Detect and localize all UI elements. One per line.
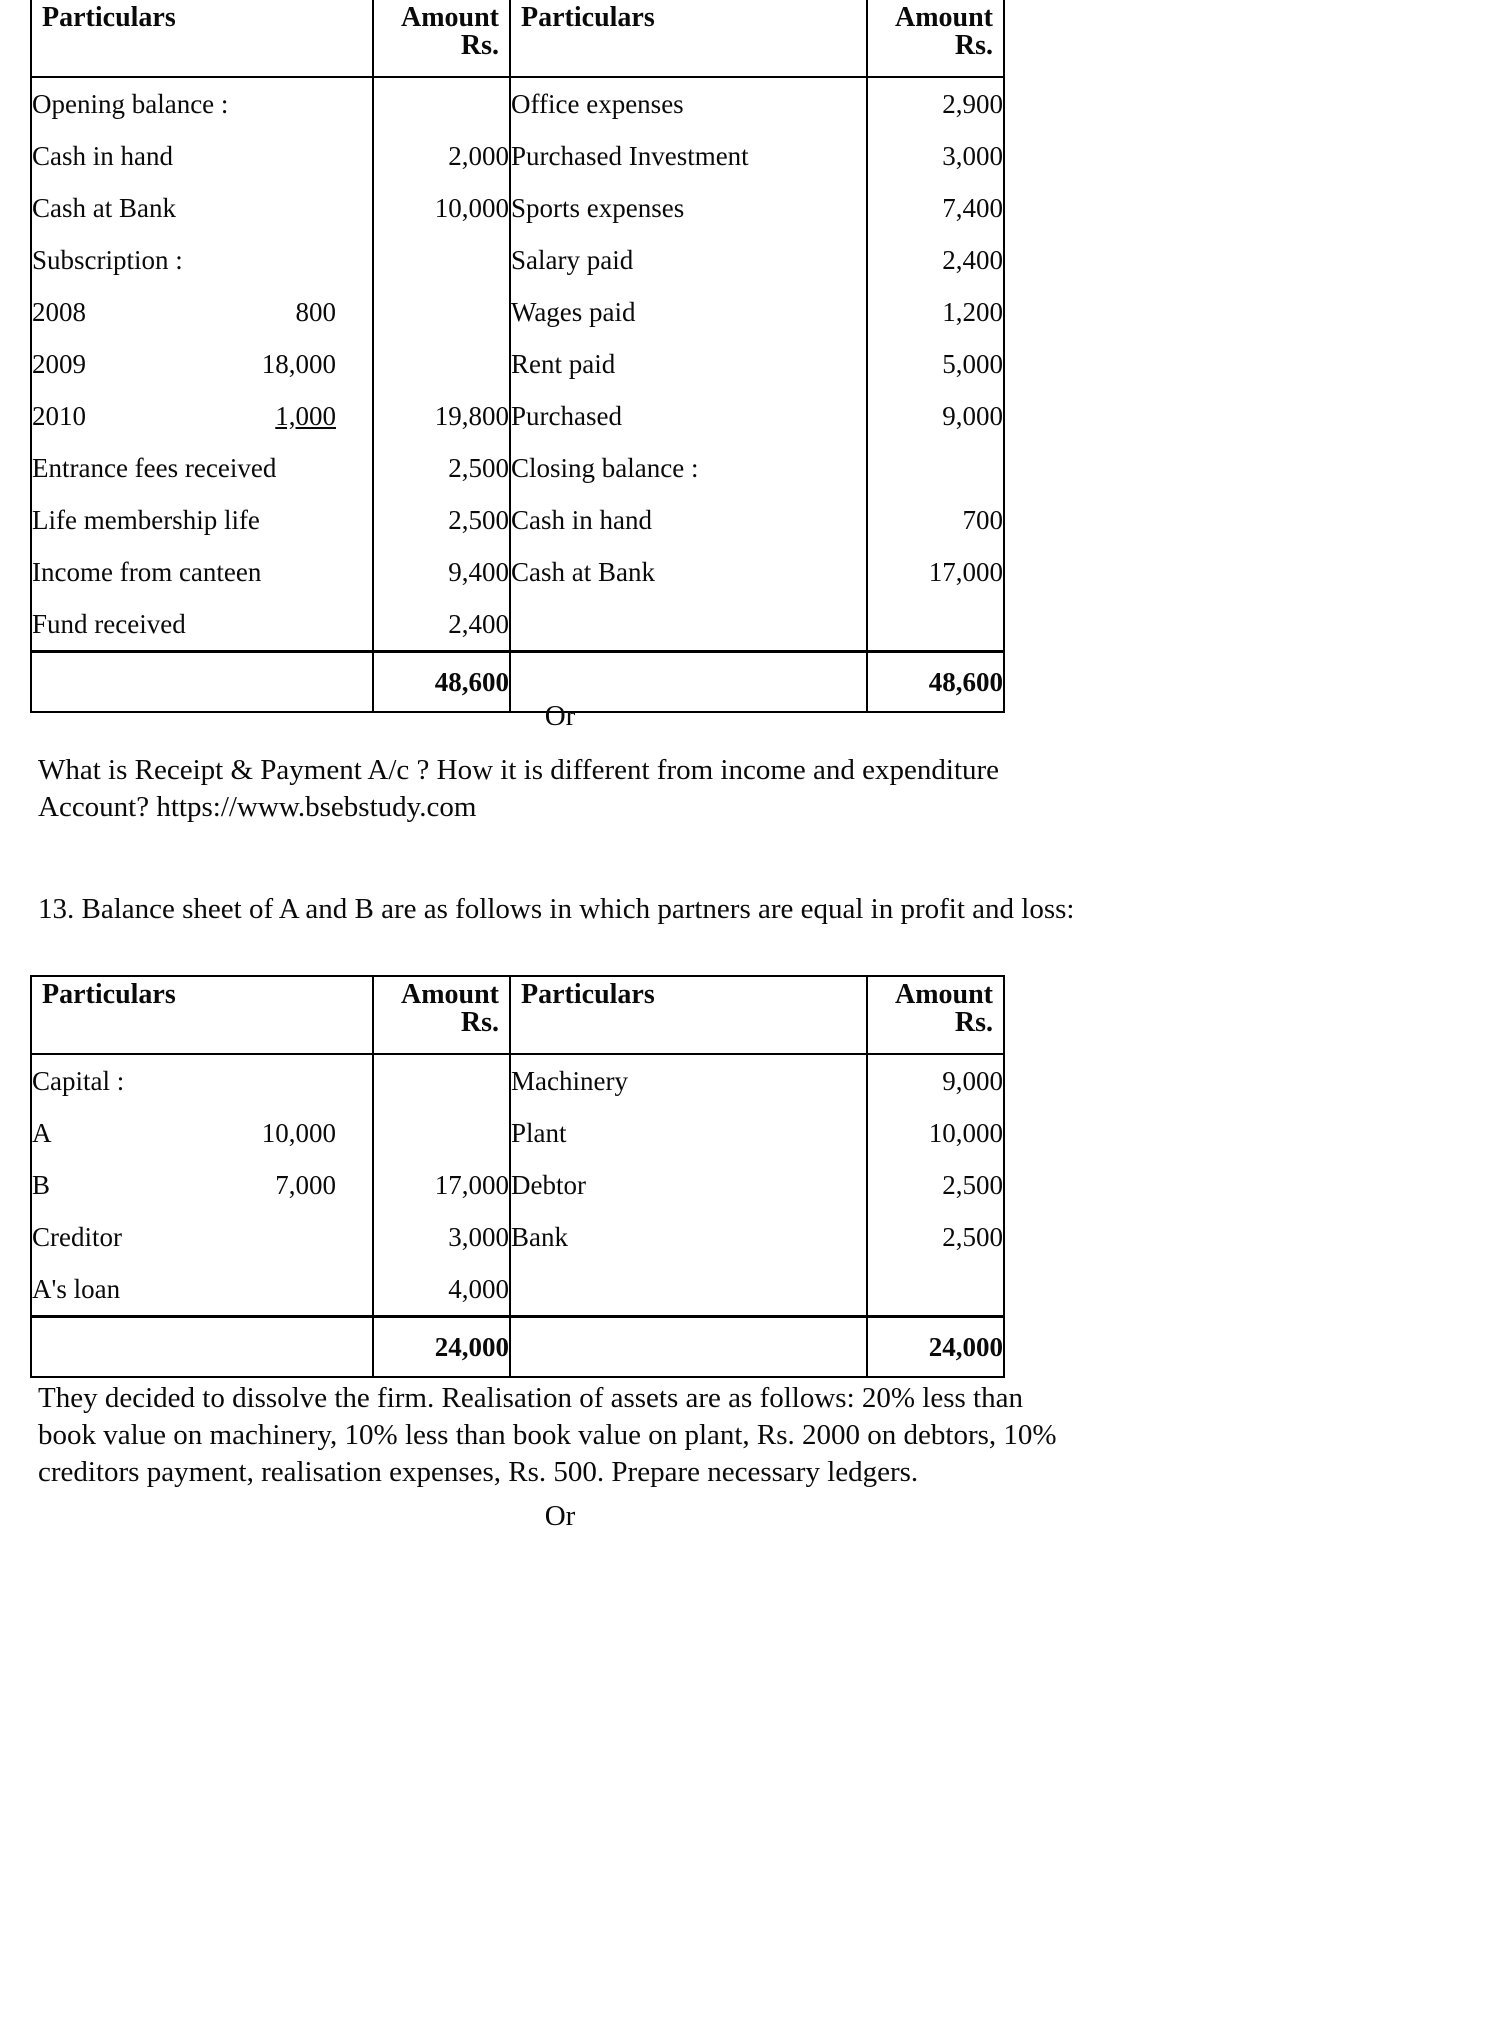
table1-right-amount-list	[868, 78, 1003, 650]
ledger-left-row-amount: 17,000	[434, 1170, 509, 1200]
table2-header-row	[31, 976, 1004, 1054]
ledger-right-row-label	[511, 598, 866, 650]
ledger-right-row-label: Rent paid	[511, 349, 616, 379]
ledger-left-row-label: A	[32, 1118, 52, 1148]
ledger-left-row: Subscription :	[32, 245, 183, 275]
ledger-left-row-subamount: 800	[295, 297, 336, 327]
table1-header-particulars-left-label: Particulars	[42, 2, 176, 33]
table1-left-amount-cell	[373, 77, 510, 652]
ledger-left-row-amount	[374, 234, 509, 286]
ledger-left-row: Capital :	[32, 1066, 125, 1096]
ledger-left-row-label: 2010	[32, 401, 86, 431]
ledger-right-row-amount: 17,000	[928, 557, 1003, 587]
table2-header	[31, 976, 1004, 1054]
ledger-left-row-label: 2008	[32, 297, 86, 327]
ledger-right-row-amount: 7,400	[942, 193, 1003, 223]
ledger-left-row-amount	[374, 286, 509, 338]
ledger-right-row-amount	[868, 1263, 1003, 1315]
ledger-left-row: Life membership life	[32, 505, 260, 535]
ledger-right-row-label: Office expenses	[511, 89, 684, 119]
table2-total-right-blank	[510, 1317, 867, 1378]
table1-header-particulars-left	[31, 0, 373, 77]
or-divider-1: Or	[544, 700, 576, 732]
ledger-right-row-label: Bank	[511, 1222, 568, 1252]
table1-header	[31, 0, 1004, 77]
table2-right-particulars-cell	[510, 1054, 867, 1317]
ledger-right-row-amount: 5,000	[942, 349, 1003, 379]
ledger-left-row-subamount: 7,000	[275, 1170, 336, 1200]
table1-body	[31, 77, 1004, 712]
question-13-text: 13. Balance sheet of A and B are as follows in which partners are equal in profit and loss:	[38, 893, 1075, 925]
question-12-alternative-text: What is Receipt & Payment A/c ? How it is different from income and expenditure Account? https://www.bsebstudy.com	[38, 754, 1000, 824]
ledger-right-row-label	[511, 1263, 866, 1315]
table1-header-amount-right-line1: Amount	[894, 2, 993, 33]
ledger-left-row: Cash in hand	[32, 141, 173, 171]
table2-total-left-blank	[31, 1317, 373, 1378]
ledger-right-row-label: Cash at Bank	[511, 557, 655, 587]
table1-header-row	[31, 0, 1004, 77]
table1-header-amount-right-line2: Rs.	[954, 30, 993, 61]
ledger-right-row-amount: 3,000	[942, 141, 1003, 171]
ledger-left-row-amount: 19,800	[434, 401, 509, 431]
ledger-left-row-subamount: 18,000	[261, 349, 336, 379]
table2-body-row	[31, 1054, 1004, 1317]
ledger-right-row-amount	[868, 442, 1003, 494]
ledger-left-row-amount	[374, 1107, 509, 1159]
ledger-left-row-amount: 2,500	[448, 505, 509, 535]
ledger-left-row: Opening balance :	[32, 89, 229, 119]
ledger-right-row-label: Machinery	[511, 1066, 628, 1096]
ledger-left-row: Income from canteen	[32, 557, 262, 587]
table1-header-amount-left-line1: Amount	[400, 2, 499, 33]
ledger-right-row-label: Purchased Investment	[511, 141, 749, 171]
table2-header-amount-left-line2: Rs.	[460, 1007, 499, 1038]
ledger-left-row-label: 2009	[32, 349, 86, 379]
ledger-right-row-amount: 700	[962, 505, 1003, 535]
table1-right-particulars-cell	[510, 77, 867, 652]
table1-left-particulars-list	[32, 78, 372, 650]
table2-header-particulars-left-label: Particulars	[42, 979, 176, 1010]
receipts-payments-table-wrapper	[30, 0, 1005, 713]
table1-total-left-value: 48,600	[434, 667, 509, 697]
ledger-left-row	[32, 338, 372, 390]
table2-header-amount-right-line1: Amount	[894, 979, 993, 1010]
table2-right-amount-list	[868, 1055, 1003, 1315]
ledger-right-row-amount: 2,500	[942, 1222, 1003, 1252]
table1-header-amount-left-line2: Rs.	[460, 30, 499, 61]
balance-sheet-table-wrapper	[30, 975, 1005, 1378]
table2-total-row	[31, 1317, 1004, 1378]
table2-total-left-cell	[373, 1317, 510, 1378]
table2-right-amount-cell	[867, 1054, 1004, 1317]
ledger-left-row	[32, 1107, 372, 1159]
table1-header-amount-right	[867, 0, 1004, 77]
ledger-left-row-amount: 2,500	[448, 453, 509, 483]
table2-header-amount-left-line1: Amount	[400, 979, 499, 1010]
table1-right-particulars-list	[511, 78, 866, 650]
ledger-left-row-amount: 3,000	[448, 1222, 509, 1252]
table1-header-particulars-right-label: Particulars	[521, 2, 655, 33]
or-divider-2: Or	[544, 1500, 576, 1532]
ledger-right-row-label: Cash in hand	[511, 505, 652, 535]
ledger-left-row-amount: 2,400	[448, 609, 509, 639]
table2-header-particulars-right-label: Particulars	[521, 979, 655, 1010]
ledger-left-row-amount	[374, 78, 509, 130]
ledger-right-row-label: Debtor	[511, 1170, 586, 1200]
ledger-right-row-amount	[868, 598, 1003, 650]
ledger-left-row	[32, 1159, 372, 1211]
ledger-left-row-label: B	[32, 1170, 51, 1200]
ledger-right-row-label: Wages paid	[511, 297, 636, 327]
table1-left-amount-list	[374, 78, 509, 650]
table2-total-left-value: 24,000	[434, 1332, 509, 1362]
table2-left-amount-list	[374, 1055, 509, 1315]
receipts-payments-table	[30, 0, 1005, 713]
ledger-right-row-label: Closing balance :	[511, 453, 699, 483]
table2-header-amount-right-line2: Rs.	[954, 1007, 993, 1038]
ledger-right-row-amount: 9,000	[942, 1066, 1003, 1096]
ledger-right-row-amount: 1,200	[942, 297, 1003, 327]
ledger-right-row-amount: 9,000	[942, 401, 1003, 431]
ledger-left-row: Cash at Bank	[32, 193, 176, 223]
table2-body	[31, 1054, 1004, 1377]
ledger-right-row-amount: 10,000	[928, 1118, 1003, 1148]
ledger-left-row: A's loan	[32, 1274, 121, 1304]
table2-header-amount-left	[373, 976, 510, 1054]
table2-right-particulars-list	[511, 1055, 866, 1315]
ledger-left-row-amount: 2,000	[448, 141, 509, 171]
ledger-right-row-amount: 2,500	[942, 1170, 1003, 1200]
ledger-left-row-amount: 9,400	[448, 557, 509, 587]
ledger-left-row-subamount: 1,000	[275, 401, 336, 431]
balance-sheet-table	[30, 975, 1005, 1378]
ledger-left-row: Creditor	[32, 1222, 122, 1252]
table2-left-particulars-cell	[31, 1054, 373, 1317]
ledger-right-row-label: Sports expenses	[511, 193, 685, 223]
table2-header-particulars-left	[31, 976, 373, 1054]
ledger-left-row-amount: 10,000	[434, 193, 509, 223]
ledger-right-row-label: Plant	[511, 1118, 567, 1148]
table1-total-right-value: 48,600	[928, 667, 1003, 697]
ledger-right-row-amount: 2,400	[942, 245, 1003, 275]
table1-body-row	[31, 77, 1004, 652]
question-13-note-text: They decided to dissolve the firm. Realisation of assets are as follows: 20% less than book value on machinery, 10% less than book value on plant, Rs. 2000 on debtors, 10% creditors payment, realisation expenses, Rs. 500. Prepare necessary ledgers.	[38, 1382, 1057, 1489]
table2-total-right-cell	[867, 1317, 1004, 1378]
table2-total-right-value: 24,000	[928, 1332, 1003, 1362]
ledger-right-row-label: Salary paid	[511, 245, 634, 275]
ledger-left-row-amount	[374, 1055, 509, 1107]
table1-right-amount-cell	[867, 77, 1004, 652]
ledger-left-row: Entrance fees received	[32, 453, 277, 483]
ledger-right-row-label: Purchased	[511, 401, 622, 431]
table1-header-amount-left	[373, 0, 510, 77]
ledger-left-row-amount: 4,000	[448, 1274, 509, 1304]
ledger-left-row: Fund received	[32, 609, 186, 639]
ledger-left-row-amount	[374, 338, 509, 390]
table1-left-particulars-cell	[31, 77, 373, 652]
ledger-right-row-amount: 2,900	[942, 89, 1003, 119]
ledger-left-row-subamount: 10,000	[261, 1118, 336, 1148]
table2-header-particulars-right	[510, 976, 867, 1054]
table1-header-particulars-right	[510, 0, 867, 77]
ledger-left-row	[32, 286, 372, 338]
table2-header-amount-right	[867, 976, 1004, 1054]
table2-left-particulars-list	[32, 1055, 372, 1315]
ledger-left-row	[32, 390, 372, 442]
table2-left-amount-cell	[373, 1054, 510, 1317]
